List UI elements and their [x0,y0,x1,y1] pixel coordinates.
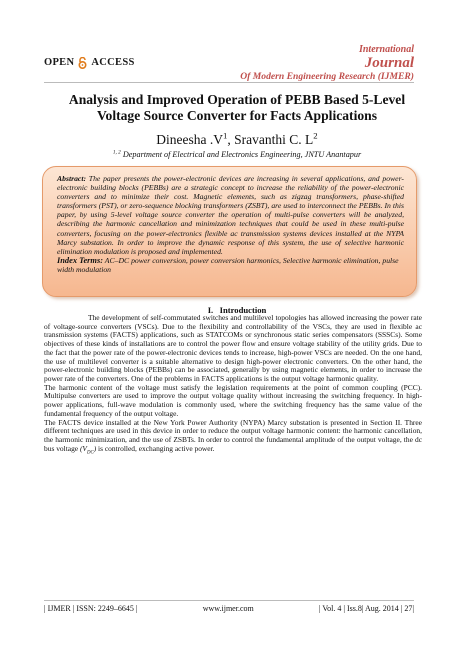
abstract-box [42,166,417,297]
open-access-word-access: ACCESS [91,57,135,68]
affiliation [50,150,424,159]
intro-paragraph-3-tail: is controlled, exchanging active power. [98,443,215,453]
author-2-sup: 2 [313,130,318,141]
footer-website-link[interactable]: www.ijmer.com [202,604,254,613]
index-terms-text: AC–DC power conversion, power conversion harmonics, Selective harmonic elimination, pulse width modulation [57,255,399,274]
affiliation-sup: 1, 2 [112,149,121,156]
author-2: Sravanthi C. L [234,132,314,147]
author-separator: , [227,132,235,147]
section-heading: I. Introduction [207,305,267,315]
open-access-logo [44,57,135,68]
journal-masthead [240,44,414,82]
index-terms-label: Index Terms: [57,255,103,265]
intro-paragraph-3 [44,419,422,458]
paper-title [50,92,424,124]
introduction-body [44,314,422,458]
intro-paragraph-2: The harmonic content of the voltage must satisfy the legislation requirements at the point of common coupling (PCC). Multipulse converters are used to improve the output voltage quality without increasing the switching frequency. In high-power applications, full-wave modulation is commonly used, where the switching frequency has the same value of the fundamental frequency of the output voltage. [44,382,422,418]
abstract [57,174,404,256]
journal-international: International [358,44,414,55]
authors [50,132,424,148]
author-1-sup: 1 [223,130,228,141]
title-line-1: Analysis and Improved Operation of PEBB Based 5-Level [68,92,406,107]
index-terms [57,256,404,274]
title-line-2: Voltage Source Converter for Facts Applications [96,108,378,123]
footer-right: | Vol. 4 | Iss.8| Aug. 2014 | 27| [318,604,414,613]
header-divider [44,82,414,83]
intro-paragraph-1: The development of self-commutated switches and multilevel topologies has allowed increasing the power rate of voltage-source converters (VSCs). Due to the flexibility and controllability of the VSCs, they are used in flexible ac transmission systems (FACTS) applications, such as STATCOMs or synchronous static series compensators (SSSCs). Some objectives of these kinds of installations are to control the power flow and ensure voltage stability of the utility grids. Due to the fact that the power rate of the power-electronic devices tends to increase, high-power VSCs are needed. On the one hand, the use of multilevel converter is a suitable alternative to design high-power electronic converters. On the other hand, the power-electronic building blocks (PEBBs) can be associated, generally by using magnetic elements, in order to increase the power rate of the converters. One of the problems in FACTS applications is the output voltage harmonic quality. [44,313,422,384]
author-1: Dineesha .V [156,132,224,147]
open-lock-icon [78,57,87,68]
journal-name: Of Modern Engineering Research (IJMER) [240,71,414,82]
journal-word: Journal [364,55,414,71]
affiliation-text: Department of Electrical and Electronics Engineering, JNTU Anantapur [122,150,362,159]
vdc-symbol: $(V_{DC})$ [79,443,97,456]
footer-left: | IJMER | ISSN: 2249–6645 | [44,604,138,613]
intro-paragraph-3-text: The FACTS device installed at the New York Power Authority (NYPA) Marcy substation is presented in Section II. Three different techniques are used in this device in order to reduce the output voltage harmonic content: the harmonic cancellation, the harmonic minimization, and the use of ZSBTs. In order to control the fundamental amplitude of the output voltage, the dc bus voltage [44,417,422,453]
abstract-text: The paper presents the power-electronic devices are increasing in several applications, and power-electronic building blocks (PEBBs) are a strategic concept to increase the reliability of the power-electronic converters and to minimize their cost. Magnetic elements, such as zigzag transformers, phase-shifted transformers (PST), or zero-sequence blocking transformers (ZSBT), are used to interconnect the PEBBs. In this paper, by using 5-level voltage source converter the operation of multi-pulse converters will be analyzed, describing the harmonic cancellation and minimization techniques that could be used in these multi-pulse converters, focusing on the power-electronics flexible ac transmission systems devices installed at the NYPA Marcy substation. In order to improve the dynamic response of this system, the use of selective harmonic elimination modulation is proposed and implemented. [57,174,404,256]
page-footer [44,604,414,613]
footer-divider [44,600,414,601]
open-access-word-open: OPEN [44,57,75,68]
abstract-label: Abstract: [57,174,87,183]
